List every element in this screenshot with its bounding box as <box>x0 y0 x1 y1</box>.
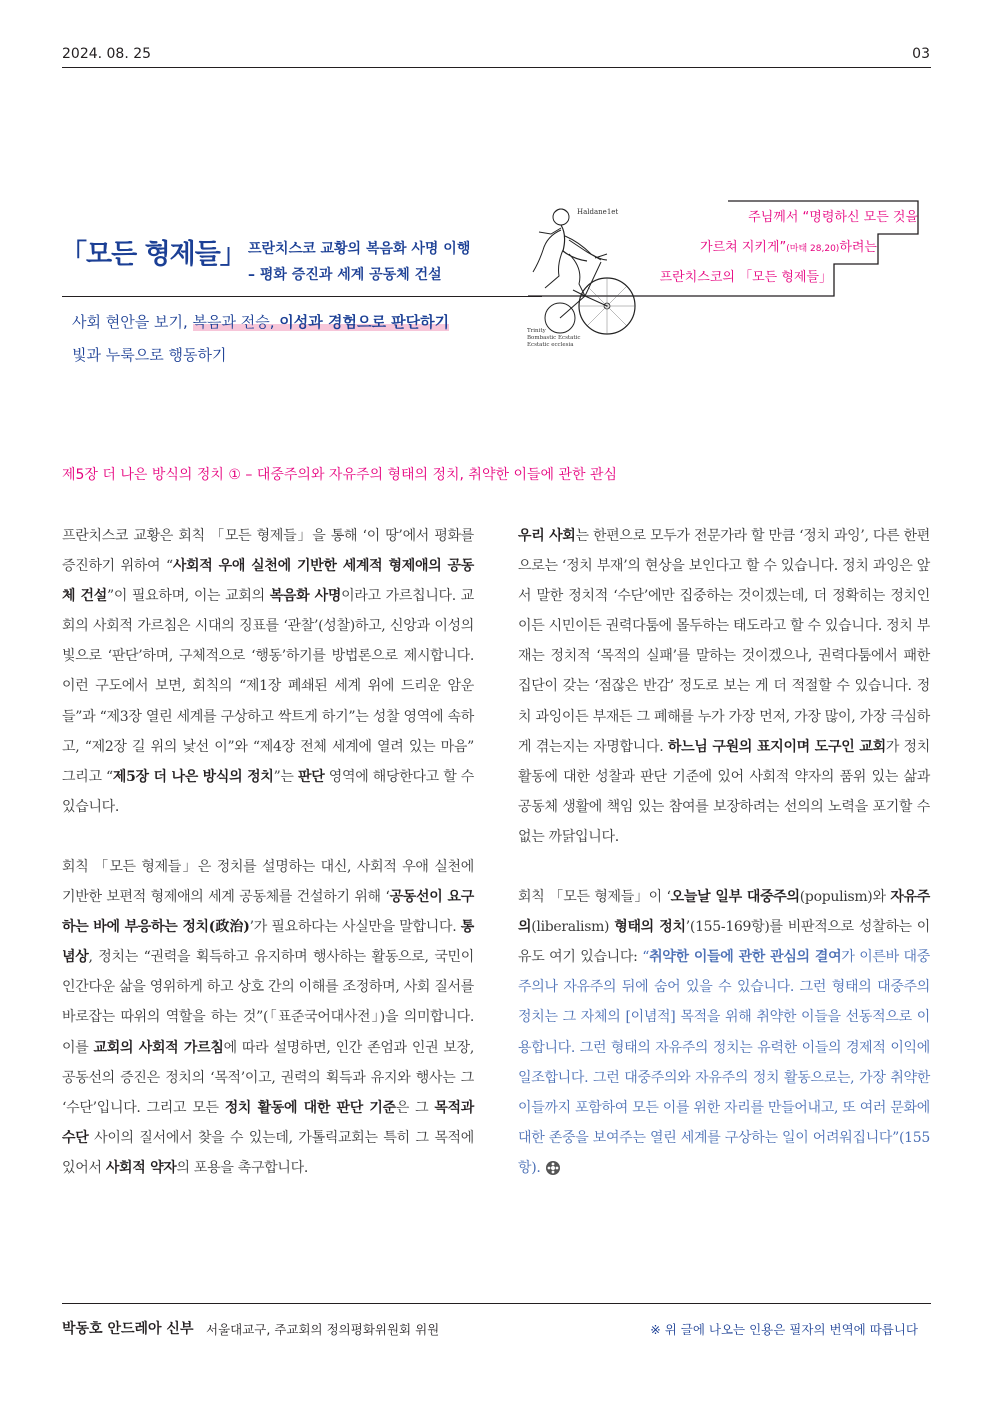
series-subtitle-line2: – 평화 증진과 세계 공동체 건설 <box>248 267 442 283</box>
translation-note: ※ 위 글에 나오는 인용은 필자의 번역에 따릅니다 <box>650 1322 918 1337</box>
stairs-text-line1: 주님께서 “명령하신 모든 것을 <box>748 210 918 225</box>
body-text: 프란치스코 교황은 회칙 「모든 형제들」을 통해 ‘이 땅’에서 평화를 증진하기 위하여 “ <box>62 528 474 575</box>
emphasis-text: 오늘날 일부 대중주의 <box>670 889 800 906</box>
paragraph <box>62 521 474 822</box>
motto-line1 <box>72 311 449 332</box>
stairs-text-line2 <box>700 236 877 255</box>
body-text: 가 이른바 대중주의나 자유주의 뒤에 숨어 있을 수 있습니다. 그런 형태의 대중주의 정치는 그 자체의 [이념적] 목적을 위해 취약한 이들을 선동적으로 이용합니다. 그런 형태의 자유주의 정치는 유력한 이들의 경제적 이익에 일조합니다. 그런 대중주의와 자유주의 정치 활동으로는, 가장 취약한 이들까지 포함하여 모든 이를 위한 자리를 만들어내고, 또 여러 문화에 대한 존중을 보여주는 열린 세계를 구상하는 일이 어려워집니다”(155항). <box>518 949 930 1176</box>
emphasis-text: 교회의 사회적 가르침 <box>93 1039 224 1056</box>
body-text: 의 포용을 촉구합니다. <box>176 1159 308 1176</box>
body-text: 회칙 「모든 형제들」은 정치를 설명하는 대신, 사회적 우애 실천에 기반한 보편적 형제애의 세계 공동체를 건설하기 위해 ‘ <box>62 858 474 906</box>
illustration-caption-top: Haldane1et <box>577 208 619 216</box>
emphasis-text: 사회적 우애 실천에 기반한 세계적 형제애의 공동체 건설 <box>62 558 474 605</box>
page-number: 03 <box>912 46 930 62</box>
paragraph <box>62 852 474 1183</box>
stairs-text-line2-main: 가르쳐 지키게” <box>700 240 787 255</box>
emphasis-text: 제5장 더 나은 방식의 정치 <box>112 768 274 785</box>
emphasis-text: 복음화 사명 <box>269 588 342 605</box>
cyclist-illustration <box>525 200 640 348</box>
stairs-text-line3: 프란치스코의 「모든 형제들」 <box>659 270 832 285</box>
emphasis-text: 취약한 이들에 관한 관심의 결여 <box>649 949 842 966</box>
paragraph <box>518 882 930 1183</box>
body-text: (populism)와 <box>799 889 891 906</box>
motto-highlight <box>193 313 450 331</box>
body-text: ’(155-169항)를 비판적으로 성찰하는 이유도 여기 있습니다: <box>518 919 930 966</box>
motto-highlight-b: 이성과 경험으로 판단하기 <box>279 313 450 331</box>
body-text: ”는 <box>273 768 298 785</box>
body-text: 영역에 해당한다고 할 수 있습니다. <box>62 768 474 815</box>
article-column-right <box>518 521 930 1183</box>
body-text: , 정치는 “권력을 획득하고 유지하며 행사하는 활동으로, 국민이 인간다운 삶을 영위하게 하고 상호 간의 이해를 조정하며, 사회 질서를 바로잡는 따위의 역할을 하는 것”(「표준국어대사전」)을 의미합니다. 이를 <box>62 949 474 1056</box>
stairs-text-line2-suffix: 하려는 <box>839 240 877 255</box>
body-text: 는 한편으로 모두가 전문가라 할 만큼 ‘정치 과잉’, 다른 한편으로는 ‘정치 부재’의 현상을 보인다고 할 수 있습니다. 정치 과잉은 앞서 말한 정치적 ‘수단’에만 집중하는 것이겠는데, 더 정확히는 정치인이든 시민이든 권력다툼에 몰두하는 태도라고 할 수 있습니다. 정치 부재는 정치적 ‘목적의 실패’를 말하는 것이겠으나, 권력다툼에서 패한 집단이 갖는 ‘점잖은 반감’ 정도로 보는 게 더 적절할 수 있습니다. 정치 과잉이든 부재든 그 폐해를 누가 가장 먼저, 가장 많이, 가장 극심하게 겪는지는 자명합니다. <box>518 528 930 755</box>
body-text: “ <box>642 949 650 966</box>
body-text: 가 정치 활동에 대한 성찰과 판단 기준에 있어 사회적 약자의 품위 있는 삶과 공동체 생활에 책임 있는 참여를 보장하려는 선의의 노력을 포기할 수 없는 까닭입니다. <box>518 738 930 845</box>
emphasis-text: 정치 활동에 대한 판단 기준 <box>224 1099 396 1116</box>
author-affiliation: 서울대교구, 주교회의 정의평화위원회 위원 <box>206 1322 440 1337</box>
emphasis-text: 목적과 수단 <box>62 1099 474 1146</box>
body-text: 사이의 질서에서 찾을 수 있는데, 가톨릭교회는 특히 그 목적에 있어서 <box>62 1129 474 1176</box>
article-column-left <box>62 521 474 1183</box>
motto-highlight-a: 복음과 전승, <box>192 313 280 331</box>
body-text: 에 따라 설명하면, 인간 존엄과 인권 보장, 공동선의 증진은 정치의 ‘목적’이고, 권력의 획득과 유지와 행사는 그 ‘수단’입니다. 그리고 모든 <box>62 1039 474 1116</box>
issue-date: 2024. 08. 25 <box>62 46 152 62</box>
emphasis-text: 판단 <box>297 768 325 785</box>
body-text: 회칙 「모든 형제들」이 ‘ <box>518 889 671 906</box>
body-text: 은 그 <box>395 1099 435 1116</box>
motto-line2: 빛과 누룩으로 행동하기 <box>72 346 227 364</box>
illustration-caption-bottom-3: Ecstatic ecclesia <box>527 342 574 348</box>
series-subtitle-line1: 프란치스코 교황의 복음화 사명 이행 <box>248 241 471 257</box>
header-divider <box>62 67 931 68</box>
series-title: 「모든 형제들」 <box>60 239 246 270</box>
motto-prefix: 사회 현안을 보기, <box>72 313 193 331</box>
scripture-reference: (마태 28,20) <box>786 244 840 254</box>
footer-divider <box>62 1303 931 1304</box>
emphasis-text: 자유주의 <box>518 889 930 936</box>
body-text: ’가 필요하다는 사실만을 말합니다. <box>249 919 461 936</box>
illustration-caption-bottom-1: Trinity <box>527 328 546 334</box>
emphasis-text: 통념상 <box>62 919 474 966</box>
body-text: 이라고 가르칩니다. 교회의 사회적 가르침은 시대의 징표를 ‘관찰’(성찰)하고, 신앙과 이성의 빛으로 ‘판단’하며, 구체적으로 ‘행동’하기를 방법론으로 제시합니다. 이런 구도에서 보면, 회칙의 “제1장 폐쇄된 세계 위에 드리운 암운들”과 “제3장 열린 세계를 구상하고 싹트게 하기”는 성찰 영역에 속하고, “제2장 길 위의 낯선 이”와 “제4장 전체 세계에 열려 있는 마음” 그리고 “ <box>62 588 475 785</box>
emphasis-text: 사회적 약자 <box>105 1159 177 1176</box>
emphasis-text: 하느님 구원의 표지이며 도구인 교회 <box>667 738 886 755</box>
paragraph <box>518 521 930 852</box>
author-name: 박동호 안드레아 신부 <box>62 1321 194 1337</box>
emphasis-text: 형태의 정치 <box>614 919 686 936</box>
emphasis-text: 공동선이 요구하는 바에 부응하는 정치(政治) <box>62 889 474 936</box>
chapter-heading: 제5장 더 나은 방식의 정치 ① – 대중주의와 자유주의 형태의 정치, 취약한 이들에 관한 관심 <box>62 467 618 483</box>
illustration-caption-bottom-2: Bombastic Ecstatic <box>527 335 581 341</box>
body-text: ”이 필요하며, 이는 교회의 <box>106 588 270 605</box>
body-text: (liberalism) <box>531 919 615 936</box>
end-of-article-icon <box>545 1160 561 1176</box>
emphasis-text: 우리 사회 <box>518 528 576 544</box>
brand-divider <box>62 296 542 297</box>
